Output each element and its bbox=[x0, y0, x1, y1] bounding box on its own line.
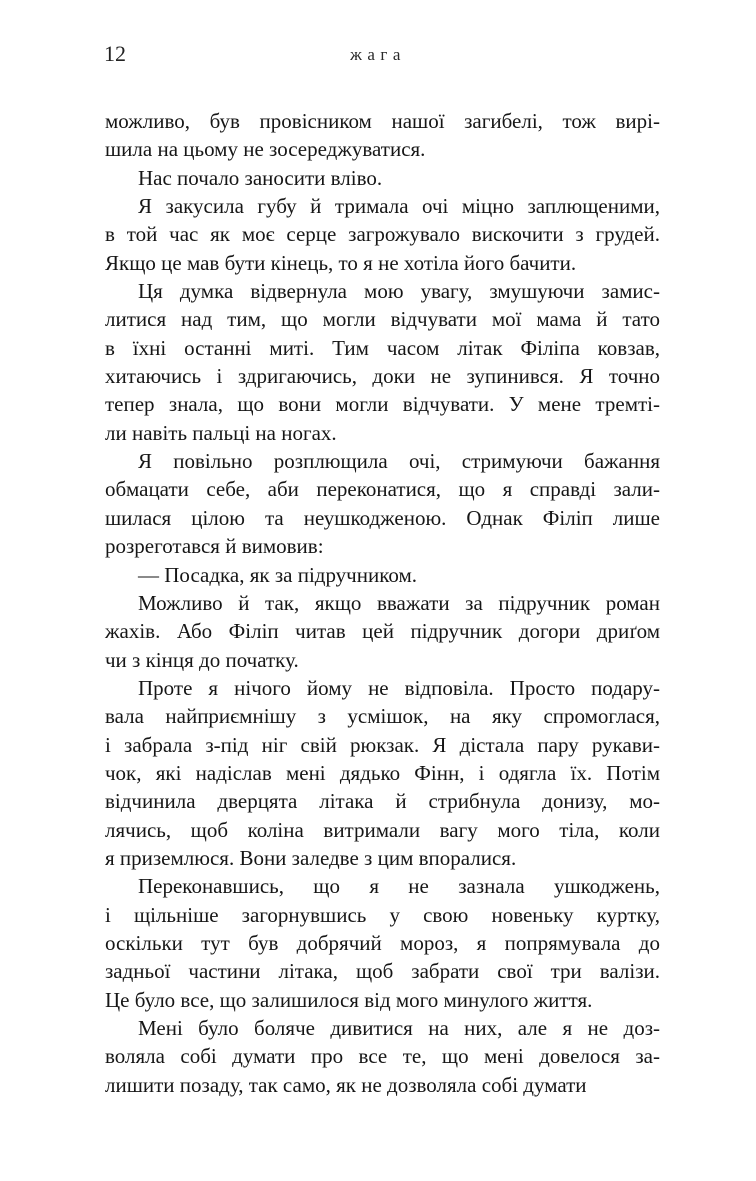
text-line: обмацати себе, аби переконатися, що я справді зали- bbox=[105, 477, 660, 502]
text-line: хитаючись і здригаючись, доки не зупинився. Я точно bbox=[105, 364, 660, 389]
text-line: тепер знала, що вони могли відчувати. У мене тремті- bbox=[105, 392, 660, 417]
paragraph bbox=[105, 107, 660, 164]
paragraph bbox=[105, 872, 660, 1014]
text-line: Проте я нічого йому не відповіла. Просто подару- bbox=[138, 675, 660, 700]
text-line: лячись, щоб коліна витримали вагу мого тіла, коли bbox=[105, 817, 660, 842]
text-line: литися над тим, що могли відчувати мої мама й тато bbox=[105, 307, 660, 332]
text-line: в їхні останні миті. Тим часом літак Філіпа ковзав, bbox=[105, 335, 660, 360]
page-header bbox=[0, 42, 756, 66]
text-line: оскільки тут був добрячий мороз, я попрямувала до bbox=[105, 930, 660, 955]
text-block bbox=[105, 107, 660, 1099]
text-line: чи з кінця до початку. bbox=[105, 647, 299, 672]
text-line: лишити позаду, так само, як не дозволяла собі думати bbox=[105, 1072, 587, 1097]
text-line: воляла собі думати про все те, що мені довелося за- bbox=[105, 1044, 660, 1069]
text-line: шилася цілою та неушкодженою. Однак Філіп лише bbox=[105, 505, 660, 530]
text-line: задньої частини літака, щоб забрати свої три валізи. bbox=[105, 959, 660, 984]
running-title: жага bbox=[350, 45, 406, 64]
text-line: Мені було боляче дивитися на них, але я не доз- bbox=[138, 1016, 660, 1040]
text-line: розреготався й вимовив: bbox=[105, 534, 324, 559]
text-line: відчинила дверцята літака й стрибнула донизу, мо- bbox=[105, 789, 660, 814]
text-line: я приземлюся. Вони заледве з цим впоралися. bbox=[105, 845, 517, 870]
paragraph bbox=[105, 561, 660, 589]
paragraph bbox=[105, 164, 660, 192]
text-line: шила на цьому не зосереджуватися. bbox=[105, 137, 426, 162]
text-line: жахів. Або Філіп читав цей підручник догори дриґом bbox=[105, 619, 660, 644]
text-line: Нас почало заносити вліво. bbox=[138, 165, 383, 190]
text-line: чок, які надіслав мені дядько Фінн, і одягла їх. Потім bbox=[105, 760, 660, 785]
paragraph bbox=[105, 589, 660, 674]
paragraph bbox=[105, 1014, 660, 1099]
text-line: і щільніше загорнувшись у свою новеньку куртку, bbox=[105, 902, 660, 927]
paragraph bbox=[105, 447, 660, 560]
text-line: Якщо це мав бути кінець, то я не хотіла його бачити. bbox=[105, 250, 577, 275]
text-line: вала найприємнішу з усмішок, на яку спромоглася, bbox=[105, 704, 660, 729]
text-line: Переконавшись, що я не зазнала ушкоджень, bbox=[138, 874, 660, 899]
text-line: в той час як моє серце загрожувало вискочити з грудей. bbox=[105, 222, 660, 247]
text-line: ли навіть пальці на ногах. bbox=[105, 420, 337, 445]
text-line: Я закусила губу й тримала очі міцно заплющеними, bbox=[138, 194, 660, 219]
paragraph bbox=[105, 192, 660, 277]
text-line: можливо, був провісником нашої загибелі, тож вирі- bbox=[105, 109, 660, 133]
text-line: Можливо й так, якщо вважати за підручник роман bbox=[138, 590, 660, 615]
text-line: Я повільно розплющила очі, стримуючи бажання bbox=[138, 449, 660, 474]
text-line: Ця думка відвернула мою увагу, змушуючи замис- bbox=[138, 279, 660, 304]
paragraph bbox=[105, 277, 660, 447]
text-line: — Посадка, як за підручником. bbox=[138, 562, 417, 587]
text-line: Це було все, що залишилося від мого минулого життя. bbox=[105, 987, 593, 1012]
text-line: і забрала з-під ніг свій рюкзак. Я дістала пару рукави- bbox=[105, 732, 660, 757]
paragraph bbox=[105, 674, 660, 872]
page-number: 12 bbox=[104, 41, 126, 66]
